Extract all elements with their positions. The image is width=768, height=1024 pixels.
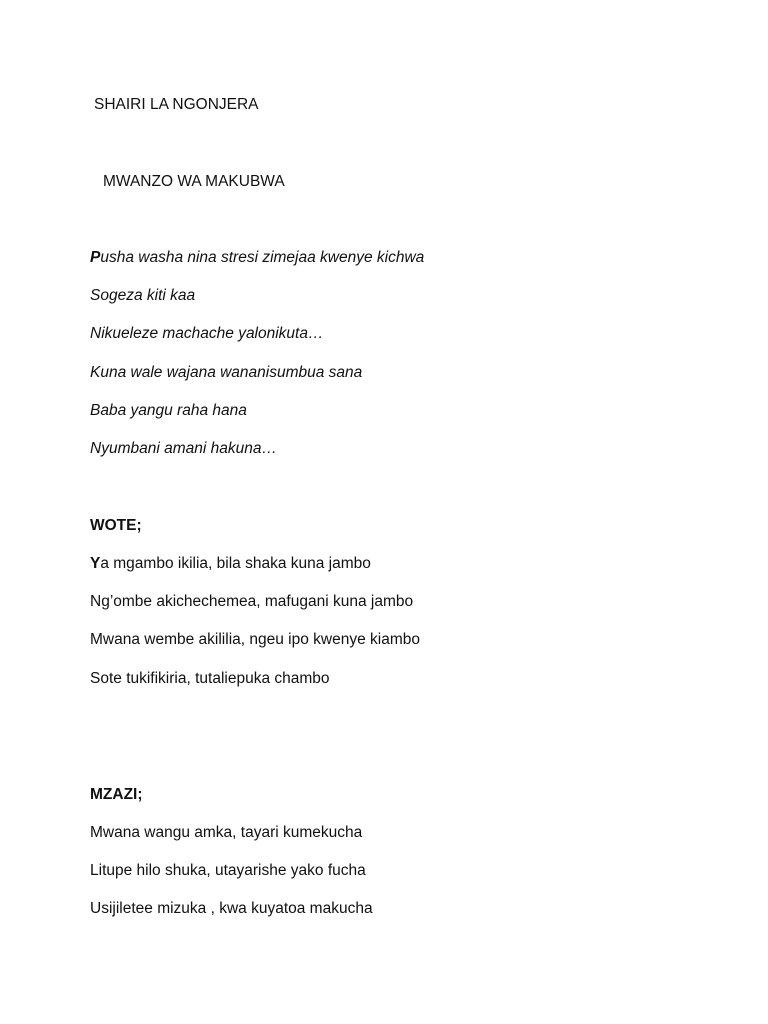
stanza1-first-letter: P <box>90 249 101 266</box>
chorus-line-3: Mwana wembe akililia, ngeu ipo kwenye kiambo <box>90 631 420 648</box>
poem-subtitle: MWANZO WA MAKUBWA <box>103 173 285 190</box>
stanza1-line-3: Nikueleze machache yalonikuta… <box>90 325 324 342</box>
parent-line-2: Litupe hilo shuka, utayarishe yako fucha <box>90 862 366 879</box>
chorus-line-4: Sote tukifikiria, tutaliepuka chambo <box>90 670 330 687</box>
chorus-speaker: WOTE; <box>90 517 142 534</box>
chorus-line-1 <box>90 554 371 574</box>
parent-speaker: MZAZI; <box>90 786 143 803</box>
stanza1-line-6: Nyumbani amani hakuna… <box>90 440 277 457</box>
poem-title: SHAIRI LA NGONJERA <box>94 96 259 113</box>
stanza1-line-2: Sogeza kiti kaa <box>90 287 196 304</box>
stanza1-first-rest: usha washa nina stresi zimejaa kwenye kichwa <box>100 249 425 266</box>
stanza1-line-1 <box>90 248 424 268</box>
parent-line-1: Mwana wangu amka, tayari kumekucha <box>90 824 363 841</box>
stanza1-line-5: Baba yangu raha hana <box>90 402 247 419</box>
parent-line-3: Usijiletee mizuka , kwa kuyatoa makucha <box>90 900 373 917</box>
chorus-first-rest: a mgambo ikilia, bila shaka kuna jambo <box>100 555 371 572</box>
stanza1-line-4: Kuna wale wajana wananisumbua sana <box>90 364 363 381</box>
chorus-line-2: Ng’ombe akichechemea, mafugani kuna jambo <box>90 593 414 610</box>
chorus-first-letter: Y <box>90 555 101 572</box>
